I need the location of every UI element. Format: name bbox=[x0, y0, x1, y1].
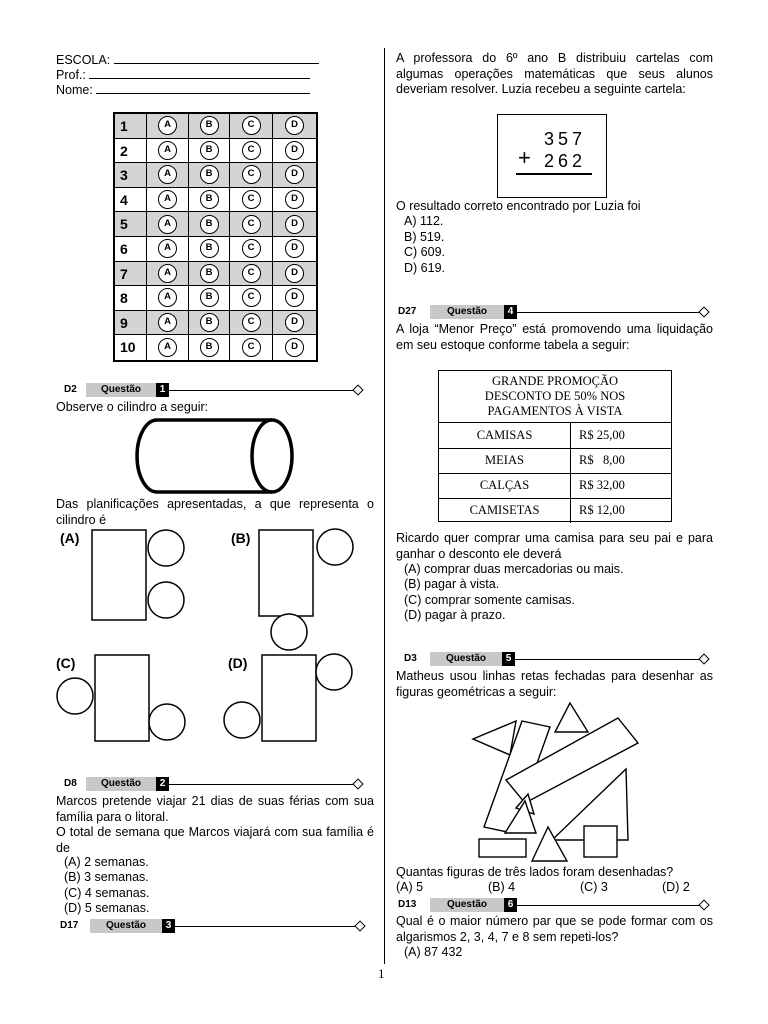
question-4-option-b[interactable]: (B) pagar à vista. bbox=[404, 577, 500, 591]
answer-row-number: 7 bbox=[115, 262, 147, 287]
answer-cell bbox=[147, 212, 189, 237]
page-number: 1 bbox=[378, 966, 385, 981]
question-2-number: 2 bbox=[156, 777, 169, 791]
question-2-label: Questão bbox=[86, 777, 156, 791]
answer-row bbox=[115, 286, 316, 311]
answer-cell bbox=[189, 212, 230, 237]
answer-cell bbox=[189, 286, 230, 311]
answer-cell bbox=[273, 286, 316, 311]
answer-bubble[interactable]: A bbox=[158, 288, 177, 307]
diamond-icon bbox=[698, 653, 709, 664]
net-option-d[interactable] bbox=[222, 650, 362, 745]
answer-cell bbox=[273, 163, 316, 188]
answer-cell bbox=[147, 188, 189, 213]
divider-line bbox=[169, 390, 354, 391]
net-option-a[interactable] bbox=[85, 525, 195, 625]
answer-bubble[interactable]: A bbox=[158, 338, 177, 357]
answer-bubble[interactable]: D bbox=[285, 239, 304, 258]
school-blank[interactable] bbox=[114, 52, 319, 64]
answer-cell bbox=[147, 335, 189, 360]
question-1-header bbox=[64, 383, 364, 397]
answer-bubble[interactable]: D bbox=[285, 264, 304, 283]
plus-sign: + bbox=[518, 145, 535, 170]
answer-row-number: 4 bbox=[115, 188, 147, 213]
answer-bubble[interactable]: A bbox=[158, 116, 177, 135]
diamond-icon bbox=[352, 384, 363, 395]
question-1-label: Questão bbox=[86, 383, 156, 397]
name-label: Nome: bbox=[56, 83, 93, 97]
question-3-code: D17 bbox=[60, 920, 79, 931]
question-5-option-d[interactable]: (D) 2 bbox=[662, 880, 690, 894]
answer-bubble[interactable]: A bbox=[158, 239, 177, 258]
school-field bbox=[56, 52, 319, 68]
answer-cell bbox=[189, 139, 230, 164]
divider-line bbox=[517, 312, 700, 313]
answer-bubble[interactable]: B bbox=[200, 264, 219, 283]
addend-2: 262 bbox=[544, 151, 587, 171]
table-row bbox=[439, 473, 671, 499]
answer-cell bbox=[189, 114, 230, 139]
answer-bubble[interactable]: C bbox=[242, 313, 261, 332]
answer-row bbox=[115, 139, 316, 164]
question-4-label: Questão bbox=[430, 305, 504, 319]
divider-line bbox=[515, 659, 700, 660]
answer-cell bbox=[189, 311, 230, 336]
teacher-label: Prof.: bbox=[56, 68, 86, 82]
answer-row-number: 5 bbox=[115, 212, 147, 237]
divider-line bbox=[169, 784, 354, 785]
question-2-text-1: Marcos pretende viajar 21 dias de suas férias com sua família para o litoral. bbox=[56, 794, 374, 824]
question-5-code: D3 bbox=[404, 653, 417, 664]
answer-bubble[interactable]: A bbox=[158, 141, 177, 160]
option-c-label[interactable]: (C) bbox=[56, 655, 76, 671]
item-name: MEIAS bbox=[439, 448, 571, 473]
answer-bubble[interactable]: C bbox=[242, 215, 261, 234]
answer-cell bbox=[273, 237, 316, 262]
question-4-header bbox=[398, 305, 710, 319]
question-2-option-b[interactable]: (B) 3 semanas. bbox=[64, 870, 149, 884]
answer-cell bbox=[273, 335, 316, 360]
question-4-question: Ricardo quer comprar uma camisa para seu pai e para ganhar o desconto ele deverá bbox=[396, 531, 713, 561]
answer-bubble[interactable]: B bbox=[200, 239, 219, 258]
answer-bubble[interactable]: C bbox=[242, 116, 261, 135]
answer-grid bbox=[113, 112, 318, 362]
table-row bbox=[439, 423, 671, 449]
answer-cell bbox=[189, 188, 230, 213]
answer-row-number: 8 bbox=[115, 286, 147, 311]
promotion-table bbox=[438, 370, 672, 522]
option-b-label[interactable]: (B) bbox=[231, 530, 251, 546]
answer-row bbox=[115, 237, 316, 262]
question-6-text: Qual é o maior número par que se pode formar com os algarismos 2, 3, 4, 7 e 8 sem repeti-los? bbox=[396, 914, 713, 944]
net-option-b[interactable] bbox=[255, 525, 365, 655]
question-3-option-c[interactable]: C) 609. bbox=[404, 245, 445, 259]
question-2-option-d[interactable]: (D) 5 semanas. bbox=[64, 901, 150, 915]
answer-row bbox=[115, 311, 316, 336]
net-option-c[interactable] bbox=[55, 650, 195, 745]
name-field bbox=[56, 82, 310, 98]
answer-cell bbox=[273, 212, 316, 237]
answer-row-number: 2 bbox=[115, 139, 147, 164]
answer-bubble[interactable]: B bbox=[200, 190, 219, 209]
answer-cell bbox=[273, 262, 316, 287]
item-price: R$ 25,00 bbox=[579, 428, 625, 442]
answer-row bbox=[115, 188, 316, 213]
question-5-number: 5 bbox=[502, 652, 515, 666]
answer-bubble[interactable]: C bbox=[242, 141, 261, 160]
question-4-option-a[interactable]: (A) comprar duas mercadorias ou mais. bbox=[404, 562, 624, 576]
school-label: ESCOLA: bbox=[56, 53, 111, 67]
question-4-number: 4 bbox=[504, 305, 517, 319]
answer-bubble[interactable]: D bbox=[285, 190, 304, 209]
answer-cell bbox=[147, 237, 189, 262]
option-a-label[interactable]: (A) bbox=[60, 530, 80, 546]
question-6-option-a[interactable]: (A) 87 432 bbox=[404, 945, 463, 959]
answer-bubble[interactable]: D bbox=[285, 116, 304, 135]
answer-bubble[interactable]: B bbox=[200, 338, 219, 357]
question-5-option-b[interactable]: (B) 4 bbox=[488, 880, 516, 894]
promotion-title bbox=[439, 371, 671, 423]
question-5-option-a[interactable]: (A) 5 bbox=[396, 880, 424, 894]
item-price: R$ 8,00 bbox=[579, 453, 625, 467]
item-name: CAMISETAS bbox=[439, 498, 571, 523]
question-6-label: Questão bbox=[430, 898, 504, 912]
question-6-code: D13 bbox=[398, 899, 417, 910]
answer-bubble[interactable]: D bbox=[285, 313, 304, 332]
name-blank[interactable] bbox=[96, 82, 310, 94]
addend-1: 357 bbox=[544, 129, 587, 149]
answer-cell bbox=[189, 262, 230, 287]
diamond-icon bbox=[698, 306, 709, 317]
answer-bubble[interactable]: A bbox=[158, 165, 177, 184]
answer-row-number: 3 bbox=[115, 163, 147, 188]
question-2-code: D8 bbox=[64, 778, 77, 789]
geometric-shapes-figure bbox=[470, 700, 645, 862]
option-d-label[interactable]: (D) bbox=[228, 655, 248, 671]
question-1-text: Das planificações apresentadas, a que representa o cilindro é bbox=[56, 497, 374, 527]
answer-cell bbox=[230, 114, 273, 139]
answer-row-number: 9 bbox=[115, 311, 147, 336]
answer-cell bbox=[273, 311, 316, 336]
question-6-number: 6 bbox=[504, 898, 517, 912]
answer-cell bbox=[147, 114, 189, 139]
diamond-icon bbox=[354, 920, 365, 931]
answer-cell bbox=[273, 188, 316, 213]
diamond-icon bbox=[698, 899, 709, 910]
item-name: CALÇAS bbox=[439, 473, 571, 498]
question-2-header bbox=[64, 777, 364, 791]
answer-row-number: 10 bbox=[115, 335, 147, 360]
answer-bubble[interactable]: B bbox=[200, 141, 219, 160]
answer-cell bbox=[230, 212, 273, 237]
item-price: R$ 12,00 bbox=[579, 503, 625, 517]
table-row bbox=[439, 448, 671, 474]
answer-cell bbox=[230, 286, 273, 311]
answer-cell bbox=[147, 311, 189, 336]
sum-line bbox=[516, 173, 592, 175]
teacher-blank[interactable] bbox=[89, 67, 310, 79]
answer-cell bbox=[230, 163, 273, 188]
answer-cell bbox=[230, 237, 273, 262]
answer-cell bbox=[230, 335, 273, 360]
question-2-option-c[interactable]: (C) 4 semanas. bbox=[64, 886, 150, 900]
answer-row-number: 1 bbox=[115, 114, 147, 139]
answer-bubble[interactable]: B bbox=[200, 313, 219, 332]
diamond-icon bbox=[352, 778, 363, 789]
question-3-label: Questão bbox=[90, 919, 162, 933]
question-4-option-c[interactable]: (C) comprar somente camisas. bbox=[404, 593, 575, 607]
answer-cell bbox=[147, 163, 189, 188]
question-3-question: O resultado correto encontrado por Luzia foi bbox=[396, 199, 641, 213]
answer-bubble[interactable]: C bbox=[242, 288, 261, 307]
question-4-text: A loja “Menor Preço” está promovendo uma liquidação em seu estoque conforme tabela a seguir: bbox=[396, 322, 713, 352]
question-2-option-a[interactable]: (A) 2 semanas. bbox=[64, 855, 149, 869]
answer-bubble[interactable]: D bbox=[285, 141, 304, 160]
answer-row bbox=[115, 163, 316, 188]
answer-cell bbox=[189, 237, 230, 262]
answer-bubble[interactable]: C bbox=[242, 165, 261, 184]
answer-bubble[interactable]: D bbox=[285, 215, 304, 234]
answer-bubble[interactable]: A bbox=[158, 264, 177, 283]
answer-bubble[interactable]: D bbox=[285, 288, 304, 307]
answer-bubble[interactable]: A bbox=[158, 313, 177, 332]
question-2-text-2: O total de semana que Marcos viajará com sua família é de bbox=[56, 825, 374, 855]
answer-cell bbox=[273, 139, 316, 164]
question-3-header bbox=[60, 919, 366, 933]
answer-bubble[interactable]: C bbox=[242, 338, 261, 357]
cylinder-figure bbox=[130, 415, 310, 497]
question-3-text: A professora do 6º ano B distribuiu cartelas com algumas operações matemáticas que seus alunos deveriam resolver. Luzia recebeu a seguinte cartela: bbox=[396, 51, 713, 96]
promotion-title-line: PAGAMENTOS À VISTA bbox=[487, 404, 623, 418]
question-3-option-b[interactable]: B) 519. bbox=[404, 230, 445, 244]
answer-bubble[interactable]: B bbox=[200, 288, 219, 307]
answer-row bbox=[115, 212, 316, 237]
question-1-intro: Observe o cilindro a seguir: bbox=[56, 400, 209, 414]
answer-row bbox=[115, 335, 316, 360]
answer-bubble[interactable]: C bbox=[242, 264, 261, 283]
question-1-code: D2 bbox=[64, 384, 77, 395]
question-5-header bbox=[404, 652, 710, 666]
question-3-option-d[interactable]: D) 619. bbox=[404, 261, 445, 275]
question-6-header bbox=[398, 898, 710, 912]
divider-line bbox=[175, 926, 356, 927]
answer-cell bbox=[147, 286, 189, 311]
answer-cell bbox=[189, 335, 230, 360]
answer-bubble[interactable]: B bbox=[200, 165, 219, 184]
question-4-option-d[interactable]: (D) pagar à prazo. bbox=[404, 608, 506, 622]
item-name: CAMISAS bbox=[439, 423, 571, 448]
question-3-number: 3 bbox=[162, 919, 175, 933]
answer-bubble[interactable]: D bbox=[285, 338, 304, 357]
teacher-field bbox=[56, 67, 310, 83]
answer-cell bbox=[230, 262, 273, 287]
answer-bubble[interactable]: A bbox=[158, 215, 177, 234]
answer-row-number: 6 bbox=[115, 237, 147, 262]
answer-bubble[interactable]: D bbox=[285, 165, 304, 184]
question-1-number: 1 bbox=[156, 383, 169, 397]
answer-bubble[interactable]: C bbox=[242, 239, 261, 258]
column-divider bbox=[384, 48, 385, 964]
answer-bubble[interactable]: A bbox=[158, 190, 177, 209]
question-5-question: Quantas figuras de três lados foram desenhadas? bbox=[396, 865, 674, 879]
answer-bubble[interactable]: C bbox=[242, 190, 261, 209]
answer-cell bbox=[230, 188, 273, 213]
table-row bbox=[439, 498, 671, 523]
answer-bubble[interactable]: B bbox=[200, 116, 219, 135]
addition-card bbox=[497, 114, 607, 198]
answer-cell bbox=[230, 311, 273, 336]
divider-line bbox=[517, 905, 700, 906]
answer-cell bbox=[189, 163, 230, 188]
question-3-option-a[interactable]: A) 112. bbox=[404, 214, 444, 228]
question-5-label: Questão bbox=[430, 652, 502, 666]
promotion-title-line: DESCONTO DE 50% NOS bbox=[484, 389, 626, 403]
answer-cell bbox=[147, 262, 189, 287]
question-4-code: D27 bbox=[398, 306, 417, 317]
promotion-title-line: GRANDE PROMOÇÃO bbox=[491, 374, 619, 388]
question-5-option-c[interactable]: (C) 3 bbox=[580, 880, 608, 894]
answer-cell bbox=[273, 114, 316, 139]
question-5-text: Matheus usou linhas retas fechadas para desenhar as figuras geométricas a seguir: bbox=[396, 669, 713, 699]
answer-row bbox=[115, 262, 316, 287]
answer-cell bbox=[230, 139, 273, 164]
answer-bubble[interactable]: B bbox=[200, 215, 219, 234]
answer-cell bbox=[147, 139, 189, 164]
answer-row bbox=[115, 114, 316, 139]
item-price: R$ 32,00 bbox=[579, 478, 625, 492]
